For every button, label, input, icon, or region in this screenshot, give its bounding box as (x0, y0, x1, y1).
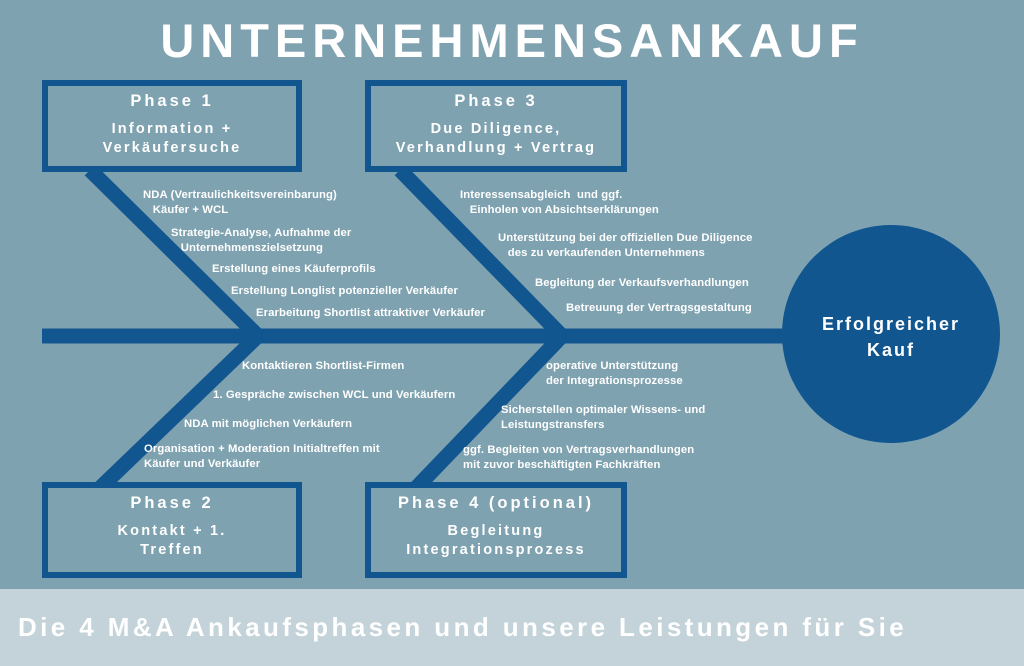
phase-1-item: Erstellung Longlist potenzieller Verkäufer (231, 285, 459, 297)
phase-4-title: Phase 4 (optional) (397, 494, 595, 512)
phase-3-item: Unterstützung bei der offiziellen Due Diligence des zu verkaufenden Unternehmens (498, 232, 753, 259)
phase-2-item: Kontaktieren Shortlist-Firmen (242, 360, 405, 372)
phase-3-item: Betreuung der Vertragsgestaltung (566, 302, 752, 314)
phase-3-item: Interessensabgleich und ggf. Einholen von Absichtserklärungen (460, 189, 659, 216)
phase-1-box (42, 80, 302, 172)
phase-2-item: Organisation + Moderation Initialtreffen mit Käufer und Verkäufer (144, 443, 380, 470)
phase-3-item: Begleitung der Verkaufsverhandlungen (535, 277, 749, 289)
phase-2-box (42, 482, 302, 578)
goal-circle (782, 225, 1000, 443)
phase-1-item: Strategie-Analyse, Aufnahme der Unternehmenszielsetzung (171, 227, 352, 254)
phase-2-description: Kontakt + 1. Treffen (117, 523, 227, 558)
phase-3-box (365, 80, 627, 172)
phase-4-description: Begleitung Integrationsprozess (406, 523, 586, 558)
phase-2-item: 1. Gespräche zwischen WCL und Verkäufern (213, 389, 456, 401)
phase-2-item: NDA mit möglichen Verkäufern (184, 418, 353, 430)
phase-1-item: Erarbeitung Shortlist attraktiver Verkäufer (256, 307, 486, 319)
phase-3-description: Due Diligence, Verhandlung + Vertrag (395, 121, 597, 156)
phase-1-item: Erstellung eines Käuferprofils (212, 263, 376, 275)
page-title: UNTERNEHMENSANKAUF (160, 14, 864, 67)
phase-4-item: Sicherstellen optimaler Wissens- und Leistungstransfers (501, 404, 706, 431)
goal-label: Erfolgreicher Kauf (821, 314, 961, 360)
phase-4-item: operative Unterstützung der Integrationsprozesse (546, 360, 683, 387)
phase-4-item: ggf. Begleiten von Vertragsverhandlungen mit zuvor beschäftigten Fachkräften (463, 444, 695, 471)
phase-3-title: Phase 3 (454, 92, 538, 110)
phase-2-title: Phase 2 (130, 494, 214, 512)
phase-1-item: NDA (Vertraulichkeitsvereinbarung) Käufer + WCL (143, 189, 337, 216)
phase-1-title: Phase 1 (130, 92, 214, 110)
phase-4-box (365, 482, 627, 578)
footer-caption: Die 4 M&A Ankaufsphasen und unsere Leistungen für Sie (18, 612, 908, 642)
phase-1-description: Information + Verkäufersuche (102, 121, 242, 156)
footer-band (0, 589, 1024, 666)
